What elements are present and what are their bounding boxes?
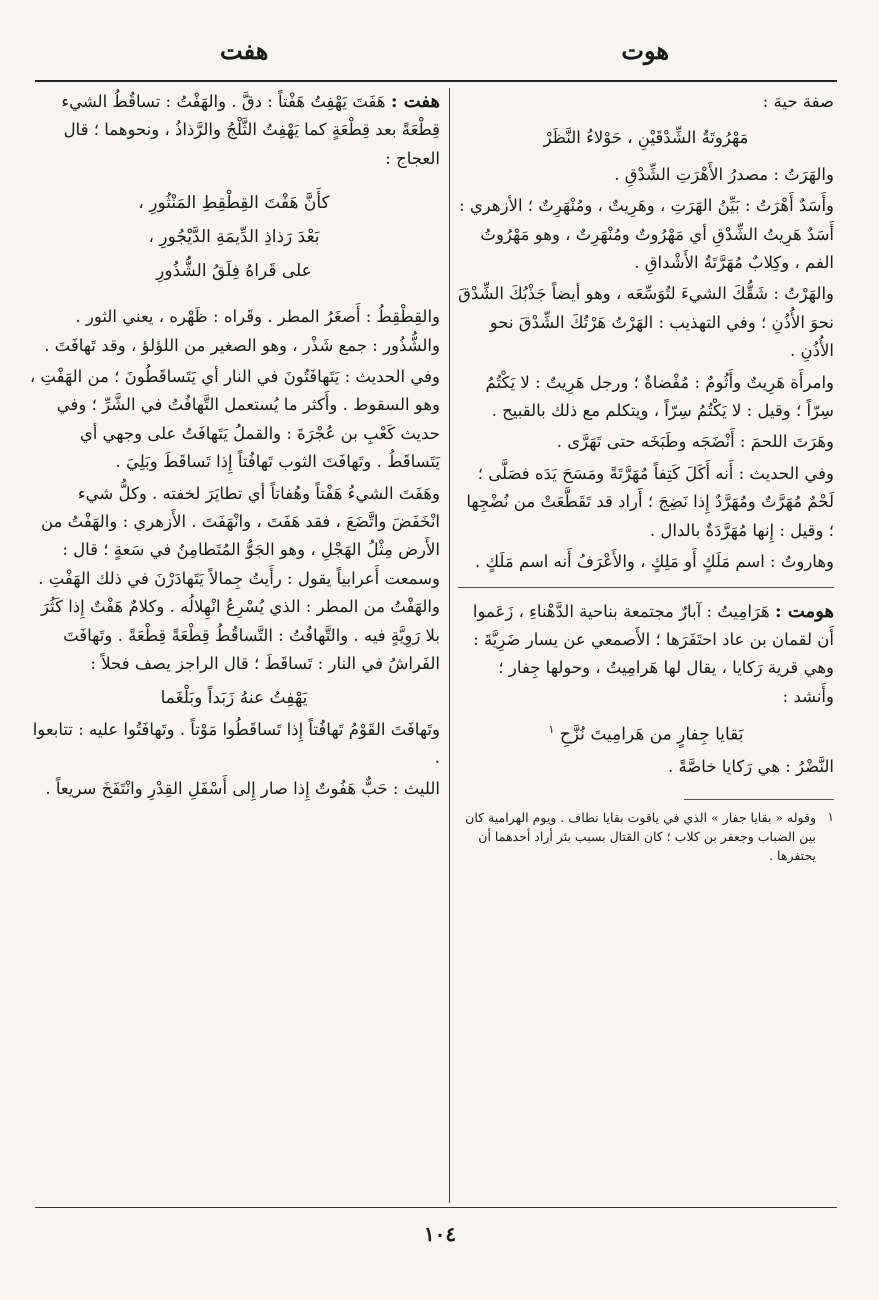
left-column bbox=[28, 88, 440, 807]
entry-paragraph: وهاروتُ : اسم مَلَكٍ أَو مَلِكٍ ، والأَعْرَفُ أَنه اسم مَلَكٍ . bbox=[475, 552, 834, 572]
entry-paragraph: وفي الحديث : أَنه أَكَلَ كَتِفاً مُهَرَّتَةً ومَسَحَ يَدَه فصَلَّى ؛ لَحْمٌ مُهَرَّتٌ ومُهَرَّدٌ إِذا نَضِجَ ؛ أَراد قد تَقَطَّعَتْ من نُضْجِها ؛ وقيل : إِنها مُهَرَّدَةٌ بالدال . bbox=[466, 463, 834, 540]
entry-paragraph: وتَهافَتَ القَوْمُ تَهافُتاً إِذا تَساقَطُوا مَوْتاً . وتَهافَتُوا عليه : تتابعوا . bbox=[32, 719, 440, 767]
entry-paragraph-homt bbox=[458, 598, 834, 712]
headword-hft: هفت : bbox=[390, 91, 440, 112]
entry-paragraph: الليث : حَبٌّ هَفُوتٌ إِذا صار إِلى أَسْفَلِ القِدْرِ وانْتَفَخَ سريعاً . bbox=[45, 779, 440, 799]
verse-line: كأَنَّ هَفْتَ القِطْقِطِ المَنْثُورِ ، bbox=[138, 193, 330, 214]
entry-paragraph: صفة حية : bbox=[762, 92, 834, 111]
footnote-marker: ١ bbox=[548, 723, 555, 737]
entry-paragraph: وأَسَدٌ أَهْرَتُ : بَيِّنُ الهَرَتِ ، وهَرِيتٌ ، ومُنْهَرِتٌ ؛ الأزهري : أَسَدٌ هَرِيتُ الشِّدْقِ أي مَهْرُوتٌ ومُنْهَرِتٌ ، وهو مَهْرُوتُ الفم ، وكِلابٌ مُهَرَّتَةُ الأَشْداقِ . bbox=[459, 196, 834, 273]
entry-text: هَرَامِيتُ : آبارٌ مجتمعة بناحية الدَّهْناءِ ، زَعَموا أَن لقمان بن عاد احتَفَرَها ؛ الأَصمعي عن يسار ضَرِيَّةَ : وهي قرية رَكايا ، يقال لها هَرامِيتُ ، وحولها جِفار ؛ وأَنشد : bbox=[472, 601, 834, 706]
entry-paragraph: النَّضْرُ : هي رَكايا خاصَّةً . bbox=[667, 756, 834, 776]
entry-paragraph: وامرأَة هَرِيتٌ وأَثُومٌ : مُفْضاةٌ ؛ ورجل هَرِيتٌ : لا يَكْتُمُ سِرّاً ؛ وقيل : لا يَكْتُمُ سِرّاً ، ويتكلم مع ذلك بالقبيح . bbox=[485, 372, 834, 421]
header-left-word: هفت bbox=[220, 36, 269, 65]
footnote-text: وقوله « بقايا جفار » الذي في ياقوت بقايا نطاف . ويوم الهرامية كان بين الضباب وجعفر بن كلاب ؛ كان القتال بسبب بئر أراد أحدهما أن يحتفرها . bbox=[465, 810, 816, 864]
entry-separator bbox=[458, 587, 834, 588]
verse-line: مَهْرُوتَةُ الشِّدْقَيْنِ ، حَوْلاءُ النَّظَرْ bbox=[543, 128, 749, 148]
header-right-word: هوت bbox=[621, 36, 669, 65]
page-number: ١٠٤ bbox=[423, 1222, 457, 1246]
entry-paragraph: والقِطْقِطُ : أَصغَرُ المطر . وقَراه : ظَهْره ، يعني الثور . والشُّذُور : جمع شَذْر ، وهو الصغير من اللؤلؤ ، وقد تَهافَتَ . bbox=[44, 307, 440, 355]
header-rule bbox=[35, 80, 837, 82]
footnote-separator bbox=[684, 799, 834, 800]
column-divider bbox=[449, 88, 450, 1203]
entry-paragraph: والهَرَتُ : مصدرُ الأَهْرَتِ الشِّدْقِ . bbox=[614, 164, 834, 184]
verse-block bbox=[28, 187, 440, 287]
footnote bbox=[458, 808, 834, 865]
verse-line: بَعْدَ رَذاذِ الدِّيمَةِ الدَّيْجُورِ ، bbox=[148, 227, 320, 248]
entry-paragraph: وهَفَتَ الشيءُ هَفْتاً وهُفاتاً أي تطايَرَ لخفته . وكلُّ شيء انْخَفَضَ واتَّضَعَ ، فقد هَفَتَ ، وانْهَفَتَ . الأَزهري : والهَفْتُ من الأَرض مِثْلُ الهَجْلِ ، وهو الجَوُّ المُتَطامِنُ في سَعةٍ ؛ قال : وسمعت أَعرابياً يقول : رأَيتُ جِمالاً يَتَهادَرْنَ في ذلك الهَفْتِ . والهَفْتُ من المطر : الذي يُسْرِعُ انْهِلالُه . وكلامٌ هَفْتٌ إِذا كَثُرَ بلا رَوِيَّةٍ فيه . والتَّهافُتُ : التَّساقُطُ قِطْعَةً قِطْعَةً . وتَهافَتَ الفَراشُ في النار : تَساقَطَ ؛ قال الراجز يصف فحلاً : bbox=[38, 483, 440, 674]
entry-paragraph: وفي الحديث : يَتَهافَتُونَ في النار أي يَتَساقَطُونَ ؛ من الهَفْتِ ، وهو السقوط . وأَكثر ما يُستعمل التَّهافُتُ في الشَّرِّ ؛ وفي حديث كَعْبِ بن عُجْرَةَ : والقملُ يَتَهافَتُ على وجهي أي يَتَساقَطُ . وتَهافَتَ الثوب تَهافُتاً إِذا تَساقَطَ وبَلِيَ . bbox=[29, 367, 440, 472]
footnote-number: ١ bbox=[827, 810, 834, 825]
verse-text: بَقايا جِفارٍ من هَرامِيتَ نُزَّحِ bbox=[559, 724, 744, 745]
verse-line: يَهْفِتُ عنهُ زَبَداً وبَلْغَما bbox=[160, 687, 308, 708]
entry-paragraph: وهَرَتَ اللحمَ : أَنْضَجَه وطَبَخَه حتى تَهَرَّى . bbox=[556, 432, 834, 452]
entry-text: هَفَتَ يَهْفِتُ هَفْتاً : دقَّ . والهَفْتُ : تساقُطُ الشيء قِطْعَةً بعد قِطْعَةٍ كما يَهْفِتُ الثَّلْجُ والرَّذاذُ ، ونحوهما ؛ قال العجاج : bbox=[61, 92, 440, 168]
verse-line bbox=[458, 714, 834, 751]
entry-paragraph: والهَرْتُ : شَقُّكَ الشيءَ لتُوَسِّعَه ، وهو أيضاً جَذْبُكَ الشِّدْقَ نحوَ الأُذُنِ ؛ وفي التهذيب : الهَرْتُ هَرْتُكَ الشِّدْقَ نحو الأُذُنِ . bbox=[458, 284, 834, 361]
headword-homt: هومت : bbox=[774, 600, 834, 622]
entry-paragraph-hft bbox=[28, 88, 440, 173]
footer-rule bbox=[35, 1207, 837, 1208]
verse-line: على قَراهُ فِلَقُ الشُّذُورِ bbox=[156, 261, 312, 282]
right-column bbox=[458, 88, 834, 865]
